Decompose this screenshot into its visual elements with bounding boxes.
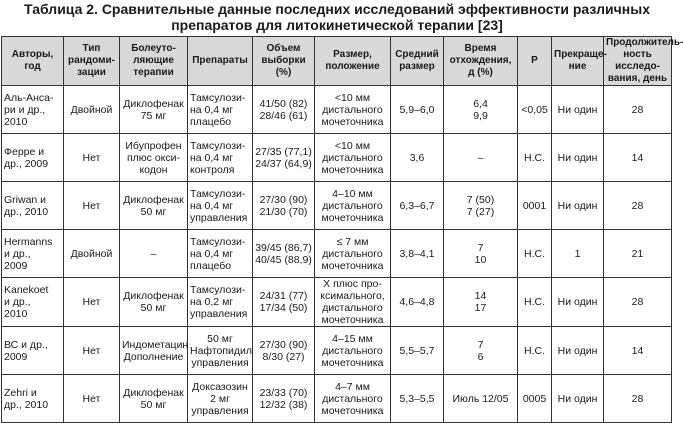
cell-sample: 27/30 (90) 8/30 (27) <box>253 327 315 375</box>
table-row <box>2 230 672 278</box>
cell-passage-time: 14 17 <box>444 278 518 327</box>
cell-mean-size: 6,3–6,7 <box>391 182 444 230</box>
cell-p: Н.С. <box>518 230 552 278</box>
cell-passage-time: 6,4 9,9 <box>444 86 518 134</box>
cell-randomization: Нет <box>64 278 120 327</box>
cell-mean-size: 4,6–4,8 <box>391 278 444 327</box>
cell-mean-size: 5,9–6,0 <box>391 86 444 134</box>
cell-passage-time: Июль 12/05 <box>444 375 518 423</box>
cell-p: 0001 <box>518 182 552 230</box>
cell-termination: Ни один <box>552 182 604 230</box>
header-p: P <box>518 37 552 86</box>
cell-termination: Ни один <box>552 134 604 182</box>
cell-randomization: Двойной <box>64 230 120 278</box>
cell-size-position: <10 мм дистального мочеточника <box>315 86 391 134</box>
cell-p: <0,05 <box>518 86 552 134</box>
cell-authors: Ферре и др., 2009 <box>2 134 64 182</box>
cell-mean-size: 5,5–5,7 <box>391 327 444 375</box>
cell-sample: 24/31 (77) 17/34 (50) <box>253 278 315 327</box>
cell-sample: 23/33 (70) 12/32 (38) <box>253 375 315 423</box>
header-size-position: Размер, положение <box>315 37 391 86</box>
table-row <box>2 278 672 327</box>
cell-passage-time: 7 10 <box>444 230 518 278</box>
cell-duration: 28 <box>604 375 672 423</box>
cell-passage-time: 7 6 <box>444 327 518 375</box>
cell-duration: 28 <box>604 86 672 134</box>
cell-randomization: Нет <box>64 375 120 423</box>
header-duration: Продолжитель- ность исследо- вания, день <box>604 37 672 86</box>
cell-termination: 1 <box>552 230 604 278</box>
cell-drugs: Тамсулози- на 0,4 мг управления <box>188 182 253 230</box>
table-caption <box>0 0 674 36</box>
cell-size-position: 4–7 мм дистального мочеточника <box>315 375 391 423</box>
header-passage-time: Время отхождения, д (%) <box>444 37 518 86</box>
header-authors: Авторы, год <box>2 37 64 86</box>
cell-p: Н.С. <box>518 327 552 375</box>
cell-termination: Ни один <box>552 278 604 327</box>
cell-analgesia: Диклофенак 50 мг <box>120 278 188 327</box>
header-row <box>2 37 672 86</box>
cell-drugs: Тамсулози- на 0,4 мг плацебо <box>188 86 253 134</box>
table-row <box>2 134 672 182</box>
cell-randomization: Нет <box>64 182 120 230</box>
cell-termination: Ни один <box>552 86 604 134</box>
table-row <box>2 327 672 375</box>
cell-p: Н.С. <box>518 134 552 182</box>
cell-mean-size: 3,6 <box>391 134 444 182</box>
cell-size-position: 4–15 мм дистального мочеточника <box>315 327 391 375</box>
cell-duration: 28 <box>604 278 672 327</box>
comparison-table <box>1 36 683 423</box>
cell-termination: Ни один <box>552 327 604 375</box>
cell-randomization: Нет <box>64 327 120 375</box>
cell-mean-size: 5,3–5,5 <box>391 375 444 423</box>
cell-authors: Hermanns и др., 2009 <box>2 230 64 278</box>
header-randomization: Тип рандоми- зации <box>64 37 120 86</box>
caption-line-2: препаратов для литокинетической терапии [23] <box>171 17 503 33</box>
cell-termination: Ни один <box>552 375 604 423</box>
cell-duration: 14 <box>604 327 672 375</box>
cell-sample: 27/30 (90) 21/30 (70) <box>253 182 315 230</box>
cell-authors: Аль-Анса- ри и др., 2010 <box>2 86 64 134</box>
cell-analgesia: Индометацин Дополнение <box>120 327 188 375</box>
cell-duration: 21 <box>604 230 672 278</box>
cell-duration: 14 <box>604 134 672 182</box>
cell-p: 0005 <box>518 375 552 423</box>
cell-drugs: 50 мг Нафтопидил управления <box>188 327 253 375</box>
cell-duration: 28 <box>604 182 672 230</box>
header-sample: Объем выборки (%) <box>253 37 315 86</box>
cell-drugs: Тамсулози- на 0,4 мг плацебо <box>188 230 253 278</box>
cell-authors: Zehri и др., 2010 <box>2 375 64 423</box>
table-row <box>2 375 672 423</box>
cell-authors: ВС и др., 2009 <box>2 327 64 375</box>
cell-sample: 41/50 (82) 28/46 (61) <box>253 86 315 134</box>
cell-analgesia: Диклофенак 50 мг <box>120 375 188 423</box>
cell-authors: Griwan и др., 2010 <box>2 182 64 230</box>
header-termination: Прекраще- ние <box>552 37 604 86</box>
cell-sample: 27/35 (77,1) 24/37 (64,9) <box>253 134 315 182</box>
cell-authors: Kanekoet и др., 2010 <box>2 278 64 327</box>
table-row <box>2 182 672 230</box>
cell-size-position: 4–10 мм дистального мочеточника <box>315 182 391 230</box>
cell-analgesia: – <box>120 230 188 278</box>
cell-passage-time: 7 (50) 7 (27) <box>444 182 518 230</box>
cell-analgesia: Ибупрофен плюс окси- кодон <box>120 134 188 182</box>
cell-drugs: Тамсулози- на 0,4 мг контроля <box>188 134 253 182</box>
header-analgesia: Болеуто- ляющие терапии <box>120 37 188 86</box>
cell-size-position: Х плюс про- ксимального, дистального мочеточника <box>315 278 391 327</box>
cell-passage-time: – <box>444 134 518 182</box>
header-drugs: Препараты <box>188 37 253 86</box>
caption-line-1: Таблица 2. Сравнительные данные последних исследований эффективности различных <box>24 1 650 17</box>
cell-mean-size: 3,8–4,1 <box>391 230 444 278</box>
cell-drugs: Тамсулози- на 0,2 мг управления <box>188 278 253 327</box>
header-mean-size: Средний размер <box>391 37 444 86</box>
cell-randomization: Двойной <box>64 86 120 134</box>
cell-size-position: <10 мм дистального мочеточника <box>315 134 391 182</box>
cell-analgesia: Диклофенак 75 мг <box>120 86 188 134</box>
cell-analgesia: Диклофенак 50 мг <box>120 182 188 230</box>
cell-drugs: Доксазозин 2 мг управления <box>188 375 253 423</box>
cell-sample: 39/45 (86,7) 40/45 (88,9) <box>253 230 315 278</box>
table-row <box>2 86 672 134</box>
cell-p: Н.С. <box>518 278 552 327</box>
cell-size-position: ≤ 7 мм дистального мочеточника <box>315 230 391 278</box>
cell-randomization: Нет <box>64 134 120 182</box>
